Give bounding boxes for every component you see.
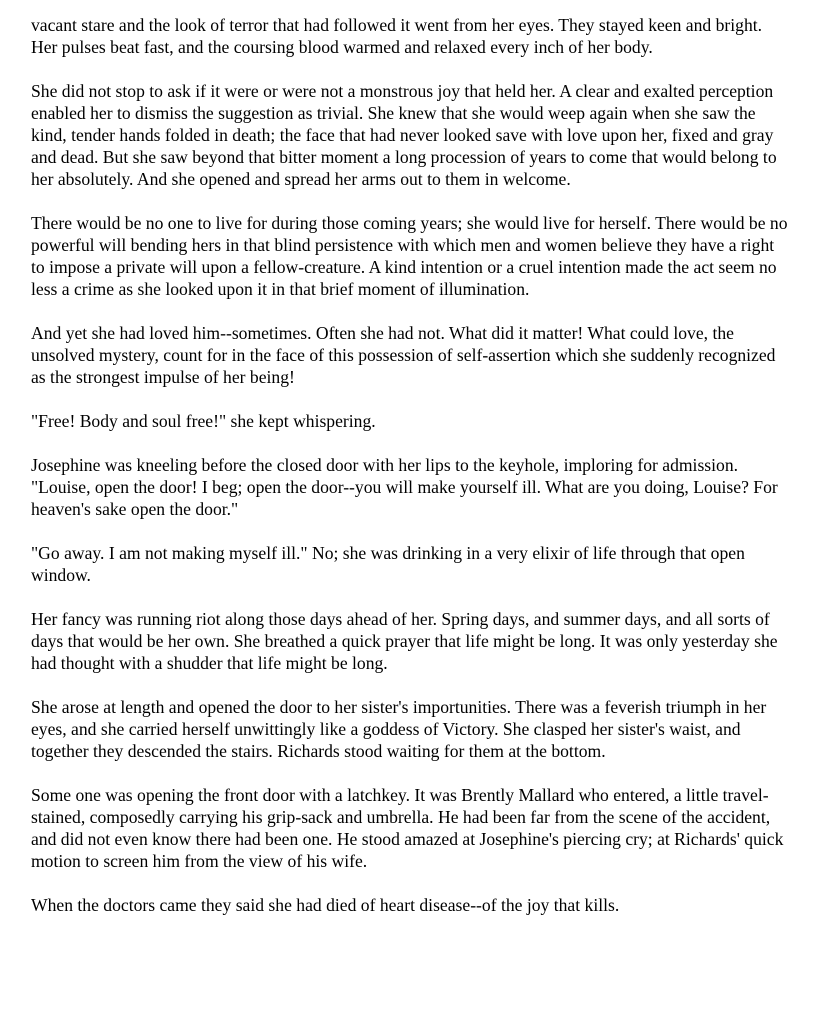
paragraph-2: She did not stop to ask if it were or were not a monstrous joy that held her. A clear and exalted perception enabled her to dismiss the suggestion as trivial. She knew that she would weep again when she saw the kind, tender hands folded in death; the face that had never looked save with love upon her, fixed and gray and dead. But she saw beyond that bitter moment a long procession of years to come that would belong to her absolutely. And she opened and spread her arms out to them in welcome.: [31, 81, 777, 189]
paragraph-7: "Go away. I am not making myself ill." No; she was drinking in a very elixir of life through that open window.: [31, 543, 745, 585]
paragraph-9: She arose at length and opened the door to her sister's importunities. There was a feverish triumph in her eyes, and she carried herself unwittingly like a goddess of Victory. She clasped her sister's waist, and together they descended the stairs. Richards stood waiting for them at the bottom.: [31, 697, 767, 761]
document-body: [31, 14, 791, 916]
paragraph-4: And yet she had loved him--sometimes. Often she had not. What did it matter! What could love, the unsolved mystery, count for in the face of this possession of self-assertion which she suddenly recognized as the strongest impulse of her being!: [31, 323, 776, 387]
paragraph-6: Josephine was kneeling before the closed door with her lips to the keyhole, imploring for admission. "Louise, open the door! I beg; open the door--you will make yourself ill. What are you doing, Louise? For heaven's sake open the door.": [31, 455, 778, 519]
paragraph-10: Some one was opening the front door with a latchkey. It was Brently Mallard who entered, a little travel-stained, composedly carrying his grip-sack and umbrella. He had been far from the scene of the accident, and did not even know there had been one. He stood amazed at Josephine's piercing cry; at Richards' quick motion to screen him from the view of his wife.: [31, 785, 784, 871]
paragraph-11: When the doctors came they said she had died of heart disease--of the joy that kills.: [31, 895, 620, 915]
paragraph-3: There would be no one to live for during those coming years; she would live for herself. There would be no powerful will bending hers in that blind persistence with which men and women believe they have a right to impose a private will upon a fellow-creature. A kind intention or a cruel intention made the act seem no less a crime as she looked upon it in that brief moment of illumination.: [31, 213, 788, 299]
paragraph-8: Her fancy was running riot along those days ahead of her. Spring days, and summer days, and all sorts of days that would be her own. She breathed a quick prayer that life might be long. It was only yesterday she had thought with a shudder that life might be long.: [31, 609, 778, 673]
paragraph-5: "Free! Body and soul free!" she kept whispering.: [31, 411, 376, 431]
paragraph-1: vacant stare and the look of terror that had followed it went from her eyes. They stayed keen and bright. Her pulses beat fast, and the coursing blood warmed and relaxed every inch of her body.: [31, 15, 763, 57]
